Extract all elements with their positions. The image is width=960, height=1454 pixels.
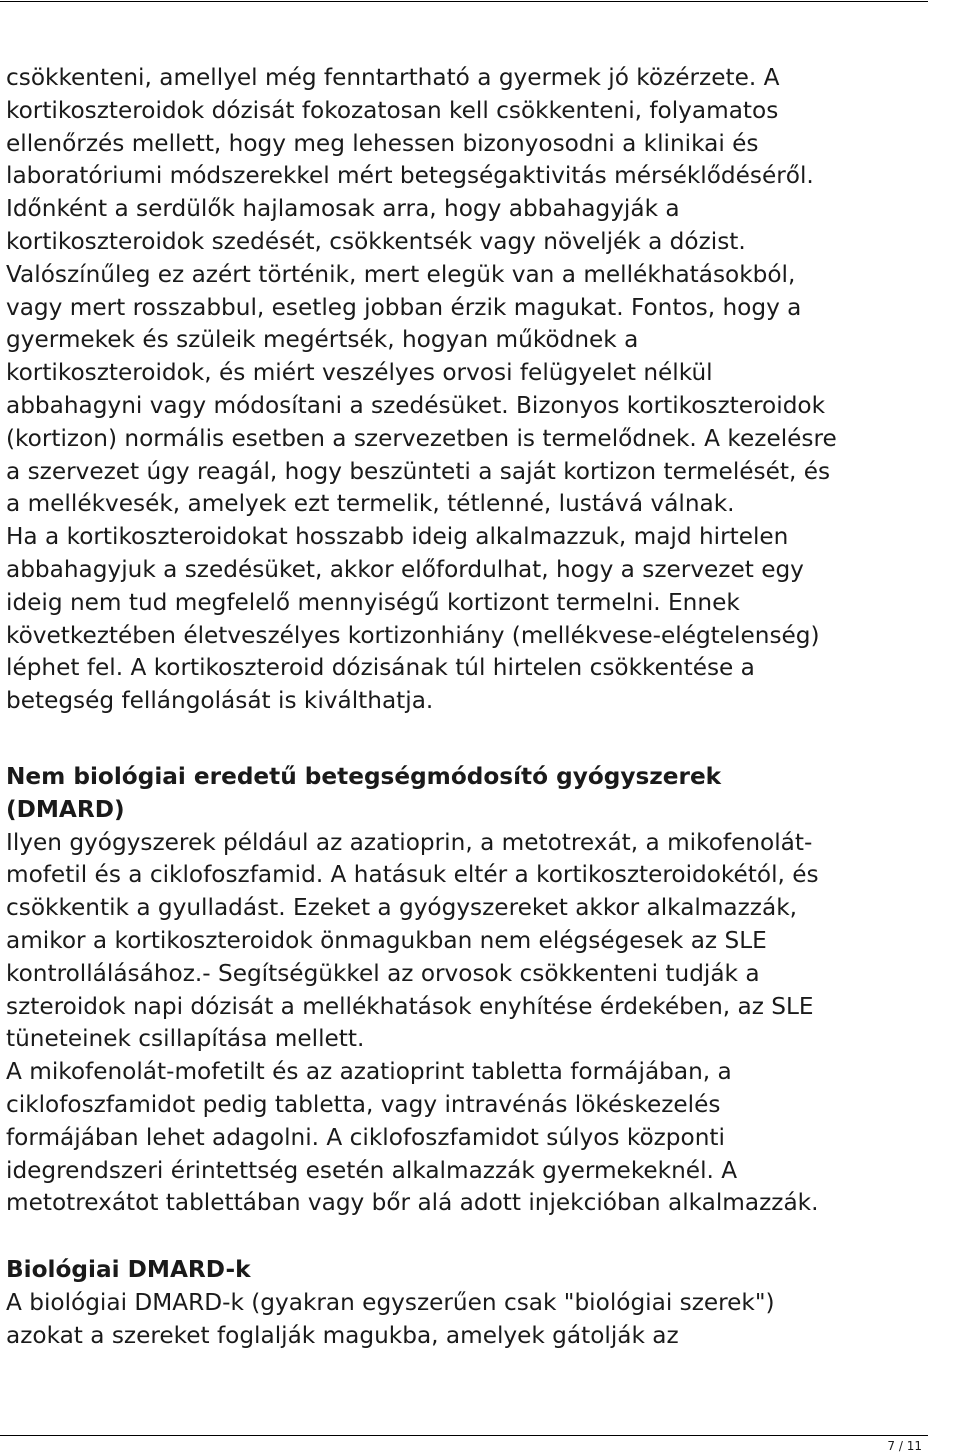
text-line: kortikoszteroidok szedését, csökkentsék vagy növeljék a dózist. [6,227,746,255]
text-line: kontrollálásához.- Segítségükkel az orvosok csökkenteni tudják a [6,959,760,987]
text-line: Időnként a serdülők hajlamosak arra, hogy abbahagyják a [6,195,680,223]
text-line: idegrendszeri érintettség esetén alkalmazzák gyermekeknél. A [6,1156,738,1184]
text-line: csökkentik a gyulladást. Ezeket a gyógyszereket akkor alkalmazzák, [6,894,797,922]
section-spacer [6,1220,936,1254]
text-line: a szervezet úgy reagál, hogy beszünteti a saját kortizon termelését, és [6,457,831,485]
section-spacer [6,718,936,761]
text-line: laboratóriumi módszerekkel mért betegségaktivitás mérséklődéséről. [6,162,814,190]
text-line: gyermekek és szüleik megértsék, hogyan működnek a [6,326,639,354]
text-line: vagy mert rosszabbul, esetleg jobban érzik magukat. Fontos, hogy a [6,293,802,321]
top-rule [0,1,928,2]
section-nonbiologic-dmard [6,761,936,1220]
text-line: léphet fel. A kortikoszteroid dózisának túl hirtelen csökkentése a [6,654,755,682]
section-heading: Nem biológiai eredetű betegségmódosító gyógyszerek [6,762,722,790]
text-line: ellenőrzés mellett, hogy meg lehessen bizonyosodni a klinikai és [6,129,759,157]
text-line: abbahagyni vagy módosítani a szedésüket. Bizonyos kortikoszteroidok [6,391,826,419]
text-line: A mikofenolát-mofetilt és az azatioprint tabletta formájában, a [6,1058,732,1086]
text-line: betegség fellángolását is kiválthatja. [6,687,434,715]
section-biologic-dmard [6,1254,936,1352]
footer-rule [0,1435,928,1436]
text-line: tüneteinek csillapítása mellett. [6,1025,365,1053]
text-line: Valószínűleg ez azért történik, mert elegük van a mellékhatásokból, [6,260,796,288]
text-line: ciklofoszfamidot pedig tabletta, vagy intravénás lökéskezelés [6,1090,721,1118]
section-heading: (DMARD) [6,795,125,823]
page-number: 7 / 11 [887,1439,922,1453]
text-line: abbahagyjuk a szedésüket, akkor előfordulhat, hogy a szervezet egy [6,555,804,583]
text-line: a mellékvesék, amelyek ezt termelik, tétlenné, lustává válnak. [6,490,735,518]
text-line: kortikoszteroidok, és miért veszélyes orvosi felügyelet nélkül [6,359,713,387]
text-line: Ilyen gyógyszerek például az azatioprin, a metotrexát, a mikofenolát- [6,828,813,856]
text-line: következtében életveszélyes kortizonhiány (mellékvese-elégtelenség) [6,621,820,649]
text-line: kortikoszteroidok dózisát fokozatosan kell csökkenteni, folyamatos [6,96,779,124]
paragraph-corticosteroids [6,62,936,718]
text-line: Ha a kortikoszteroidokat hosszabb ideig alkalmazzuk, majd hirtelen [6,523,789,551]
text-line: formájában lehet adagolni. A ciklofoszfamidot súlyos központi [6,1123,725,1151]
page-content [6,62,936,1352]
text-line: A biológiai DMARD-k (gyakran egyszerűen csak "biológiai szerek") [6,1288,775,1316]
text-line: szteroidok napi dózisát a mellékhatások enyhítése érdekében, az SLE [6,992,814,1020]
text-line: metotrexátot tablettában vagy bőr alá adott injekcióban alkalmazzák. [6,1189,819,1217]
text-line: ideig nem tud megfelelő mennyiségű kortizont termelni. Ennek [6,588,740,616]
text-line: azokat a szereket foglalják magukba, amelyek gátolják az [6,1321,679,1349]
section-heading: Biológiai DMARD-k [6,1256,251,1284]
text-line: mofetil és a ciklofoszfamid. A hatásuk eltér a kortikoszteroidokétól, és [6,861,819,889]
text-line: csökkenteni, amellyel még fenntartható a gyermek jó közérzete. A [6,64,780,91]
text-line: amikor a kortikoszteroidok önmagukban nem elégségesek az SLE [6,926,767,954]
text-line: (kortizon) normális esetben a szervezetben is termelődnek. A kezelésre [6,424,837,452]
